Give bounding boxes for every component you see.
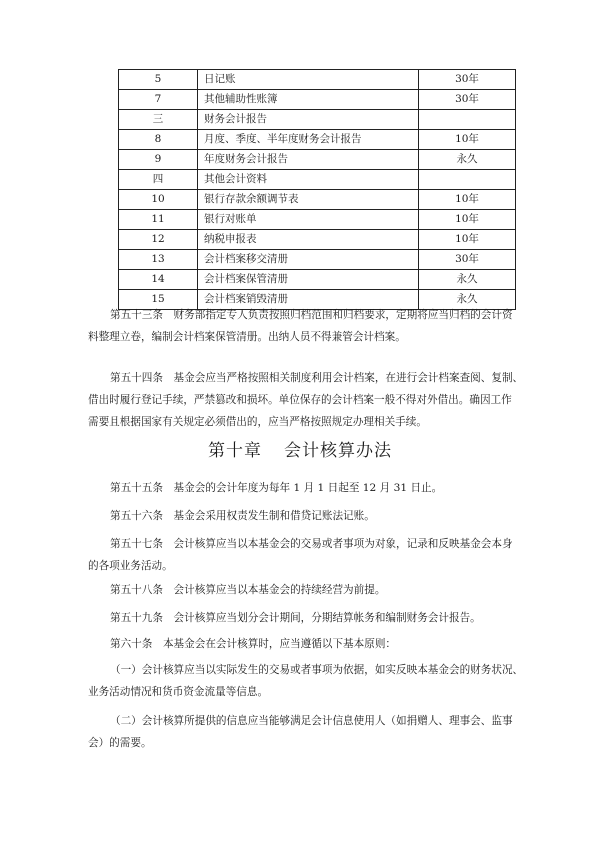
archive-retention-table [118,69,516,310]
row-name-cell: 会计档案保管清册 [198,270,419,290]
table-row [119,90,516,110]
row-period-cell: 10年 [419,130,516,150]
row-name-cell: 年度财务会计报告 [198,150,419,170]
row-number-cell: 12 [119,230,198,250]
article-53 [88,304,513,348]
article-56-line-1: 第五十六条 基金会采用权责发生制和借贷记账法记账。 [110,510,375,522]
row-number-cell: 15 [119,290,198,310]
table-row [119,170,516,190]
principle-1-line-1: （一）会计核算应当以实际发生的交易或者事项为依据，如实反映本基金会的财务状况、 [110,664,524,676]
row-number-cell: 5 [119,70,198,90]
row-period-cell: 永久 [419,150,516,170]
article-53-line-1: 第五十三条 财务部指定专人负责按照归档范围和归档要求，定期将应当归档的会计资 [110,309,513,321]
row-period-cell: 永久 [419,270,516,290]
article-60 [88,633,508,655]
article-57 [88,533,513,577]
row-number-cell: 四 [119,170,198,190]
article-58-line-1: 第五十八条 会计核算应当以本基金会的持续经营为前提。 [110,584,386,596]
row-period-cell: 永久 [419,290,516,310]
row-name-cell: 纳税申报表 [198,230,419,250]
table-row [119,70,516,90]
principle-1-line-2: 业务活动情况和货币资金流量等信息。 [88,686,269,698]
principle-2-line-2: 会）的需要。 [88,737,152,749]
row-period-cell: 30年 [419,90,516,110]
table-row [119,190,516,210]
table-row [119,150,516,170]
row-name-cell: 财务会计报告 [198,110,419,130]
row-number-cell: 7 [119,90,198,110]
row-period-cell: 30年 [419,250,516,270]
article-59 [88,607,508,629]
article-54-line-3: 需要且根据国家有关规定必须借出的，应当严格按照规定办理相关手续。 [88,416,427,428]
table-row [119,270,516,290]
row-number-cell: 9 [119,150,198,170]
principle-2 [88,710,513,754]
row-number-cell: 11 [119,210,198,230]
row-period-cell: 30年 [419,70,516,90]
row-period-cell: 10年 [419,190,516,210]
article-57-line-1: 第五十七条 会计核算应当以本基金会的交易或者事项为对象，记录和反映基金会本身 [110,538,513,550]
table-row [119,210,516,230]
article-54-line-2: 借出时履行登记手续，严禁篡改和损坏。单位保存的会计档案一般不得对外借出。确因工作 [88,394,512,406]
row-name-cell: 其他会计资料 [198,170,419,190]
chapter-title: 会计核算办法 [284,441,392,461]
article-60-line-1: 第六十条 本基金会在会计核算时，应当遵循以下基本原则： [110,638,397,650]
article-54-line-1: 第五十四条 基金会应当严格按照相关制度利用会计档案，在进行会计档案查阅、复制、 [110,372,524,384]
article-53-line-2: 料整理立卷，编制会计档案保管清册。出纳人员不得兼管会计档案。 [88,331,406,343]
principle-1 [88,659,524,703]
article-54 [88,367,524,433]
table-row [119,230,516,250]
row-period-cell: 10年 [419,210,516,230]
row-number-cell: 13 [119,250,198,270]
article-55 [88,477,508,499]
row-name-cell: 月度、季度、半年度财务会计报告 [198,130,419,150]
chapter-heading [0,436,600,461]
row-period-cell: 10年 [419,230,516,250]
article-55-line-1: 第五十五条 基金会的会计年度为每年 1 月 1 日起至 12 月 31 日止。 [110,482,443,494]
row-name-cell: 银行存款余额调节表 [198,190,419,210]
article-56 [88,505,508,527]
row-period-cell [419,110,516,130]
row-name-cell: 会计档案销毁清册 [198,290,419,310]
row-number-cell: 14 [119,270,198,290]
row-name-cell: 会计档案移交清册 [198,250,419,270]
row-number-cell: 8 [119,130,198,150]
article-59-line-1: 第五十九条 会计核算应当划分会计期间，分期结算帐务和编制财务会计报告。 [110,612,481,624]
row-number-cell: 三 [119,110,198,130]
article-58 [88,579,508,601]
table-row [119,250,516,270]
article-57-line-2: 的各项业务活动。 [88,560,173,572]
principle-2-line-1: （二）会计核算所提供的信息应当能够满足会计信息使用人（如捐赠人、理事会、监事 [110,715,513,727]
row-name-cell: 其他辅助性账簿 [198,90,419,110]
chapter-number: 第十章 [208,441,262,461]
row-number-cell: 10 [119,190,198,210]
row-name-cell: 银行对账单 [198,210,419,230]
table-row [119,130,516,150]
row-period-cell [419,170,516,190]
row-name-cell: 日记账 [198,70,419,90]
table-row [119,110,516,130]
